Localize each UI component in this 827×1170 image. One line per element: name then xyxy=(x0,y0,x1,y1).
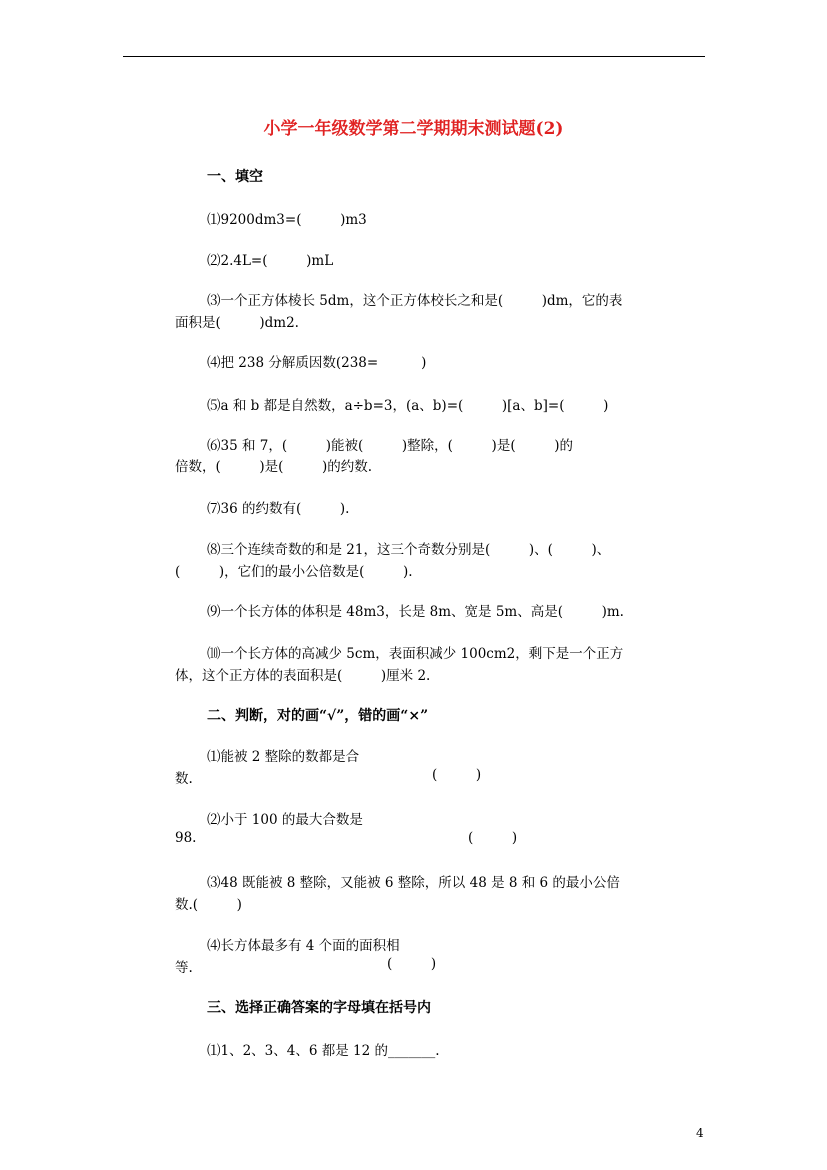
question-line: ⑴1、2、3、4、6 都是 12 的_______. xyxy=(207,1043,440,1059)
answer-parentheses: ( ) xyxy=(468,830,518,846)
question-line: 面积是( )dm2. xyxy=(175,315,299,331)
question-line: ⑼一个长方体的体积是 48m3，长是 8m、宽是 5m、高是( )m. xyxy=(207,604,624,620)
question-line: 等. xyxy=(175,960,193,976)
header-rule xyxy=(123,56,705,57)
answer-parentheses: ( ) xyxy=(387,956,437,972)
question-line: 数.( ) xyxy=(175,897,242,913)
page-number: 4 xyxy=(696,1126,704,1140)
question-line: ⑶48 既能被 8 整除，又能被 6 整除，所以 48 是 8 和 6 的最小公倍 xyxy=(207,875,620,891)
question-line: ⑵小于 100 的最大合数是 xyxy=(207,812,363,828)
document-title: 小学一年级数学第二学期期末测试题(2) xyxy=(263,119,564,139)
question-line: ⑵2.4L=( )mL xyxy=(207,253,334,269)
question-line: 倍数，( )是( )的约数. xyxy=(175,459,373,475)
question-line: ⑸a 和 b 都是自然数，a÷b=3，(a、b)=( )[a、b]=( ) xyxy=(207,398,609,414)
question-line: ⑽一个长方体的高减少 5cm，表面积减少 100cm2，剩下是一个正方 xyxy=(207,646,624,662)
question-line: 98. xyxy=(175,830,197,846)
question-line: ⑷把 238 分解质因数(238= ) xyxy=(207,355,427,371)
question-line: ⑴能被 2 整除的数都是合 xyxy=(207,749,360,765)
section-heading-multiple-choice: 三、选择正确答案的字母填在括号内 xyxy=(207,1000,431,1016)
answer-parentheses: ( ) xyxy=(432,767,482,783)
question-line: ( )，它们的最小公倍数是( ). xyxy=(175,564,413,580)
question-line: ⑶一个正方体棱长 5dm，这个正方体校长之和是( )dm，它的表 xyxy=(207,293,623,309)
question-line: ⑷长方体最多有 4 个面的面积相 xyxy=(207,938,400,954)
question-line: 体，这个正方体的表面积是( )厘米 2. xyxy=(175,668,431,684)
section-heading-fill-in: 一、填空 xyxy=(207,169,263,185)
question-line: ⑻三个连续奇数的和是 21，这三个奇数分别是( )、( )、 xyxy=(207,542,611,558)
question-line: ⑴9200dm3=( )m3 xyxy=(207,212,367,228)
question-line: ⑺36 的约数有( ). xyxy=(207,501,350,517)
question-line: 数. xyxy=(175,771,193,787)
section-heading-true-false: 二、判断，对的画“√”，错的画“×” xyxy=(207,708,429,724)
question-line: ⑹35 和 7，( )能被( )整除，( )是( )的 xyxy=(207,438,573,454)
